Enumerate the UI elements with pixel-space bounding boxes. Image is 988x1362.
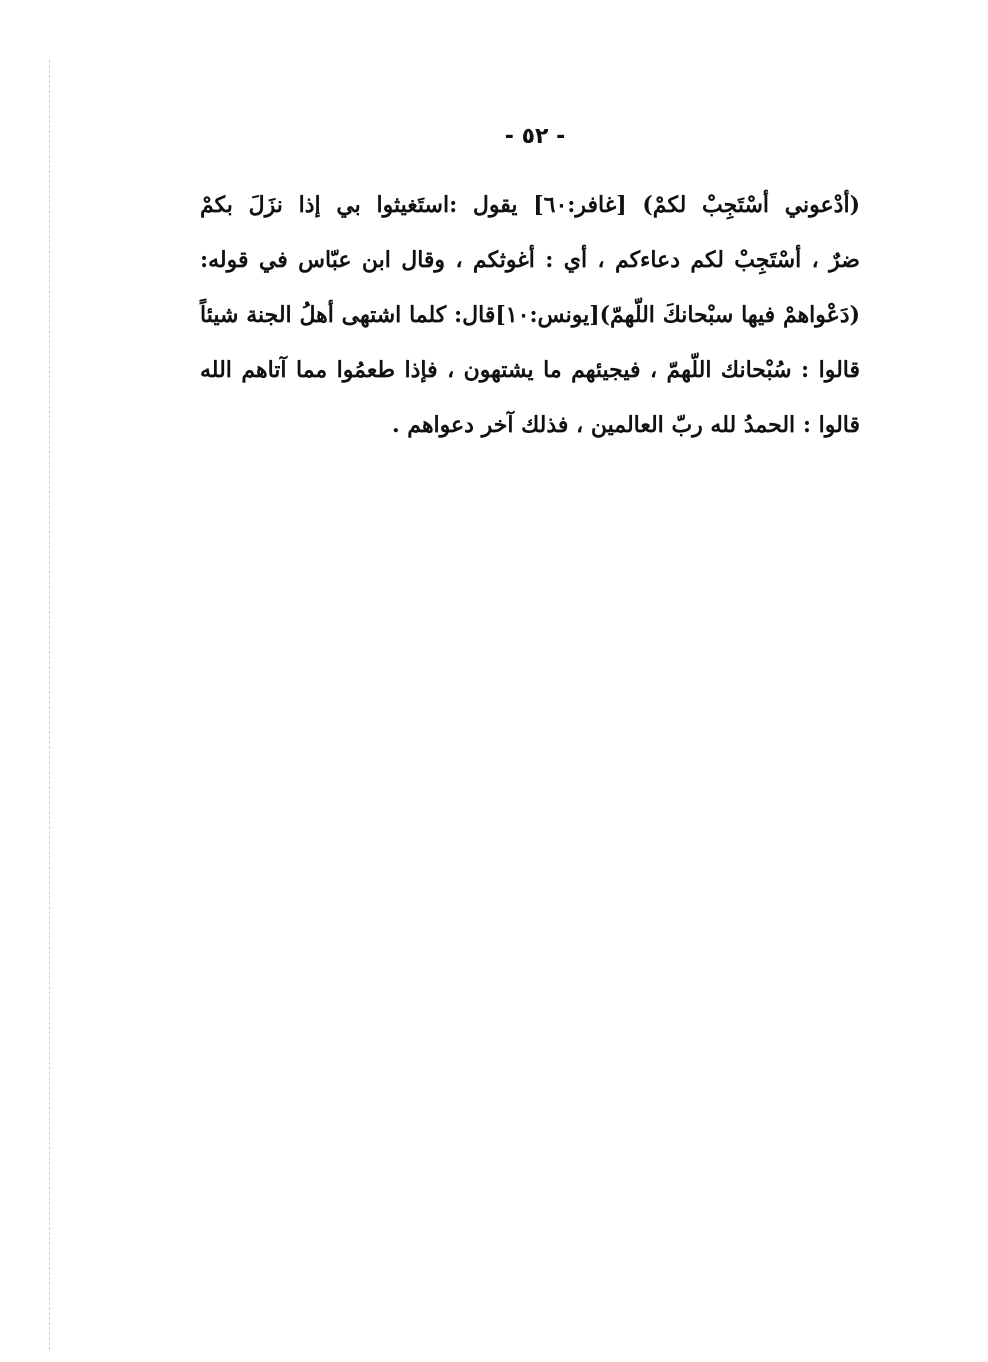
scan-margin-line	[49, 60, 50, 1350]
text-line: (دَعْواهمْ فيها سبْحانكَ اللّهمّ)[يونس:١٠]قال: كلما اشتهى أهلُ الجنة شيئاً	[200, 302, 860, 328]
text-line: ضرٌ ، أسْتَجِبْ لكم دعاءكم ، أي : أغوثكم ، وقال ابن عبّاس في قوله:	[200, 247, 860, 273]
text-line: قالوا : سُبْحانك اللّهمّ ، فيجيئهم ما يشتهون ، فإذا طعمُوا مما آتاهم الله	[200, 357, 860, 383]
text-line: قالوا : الحمدُ لله ربّ العالمين ، فذلك آخر دعواهم .	[391, 412, 860, 438]
page-number: - ٥٢ -	[504, 124, 566, 149]
text-line: (أدْعوني أسْتَجِبْ لكمْ) [غافر:٦٠] يقول :استَغيثوا بي إذا نزَلَ بكمْ	[200, 192, 860, 218]
body-text	[200, 182, 860, 457]
